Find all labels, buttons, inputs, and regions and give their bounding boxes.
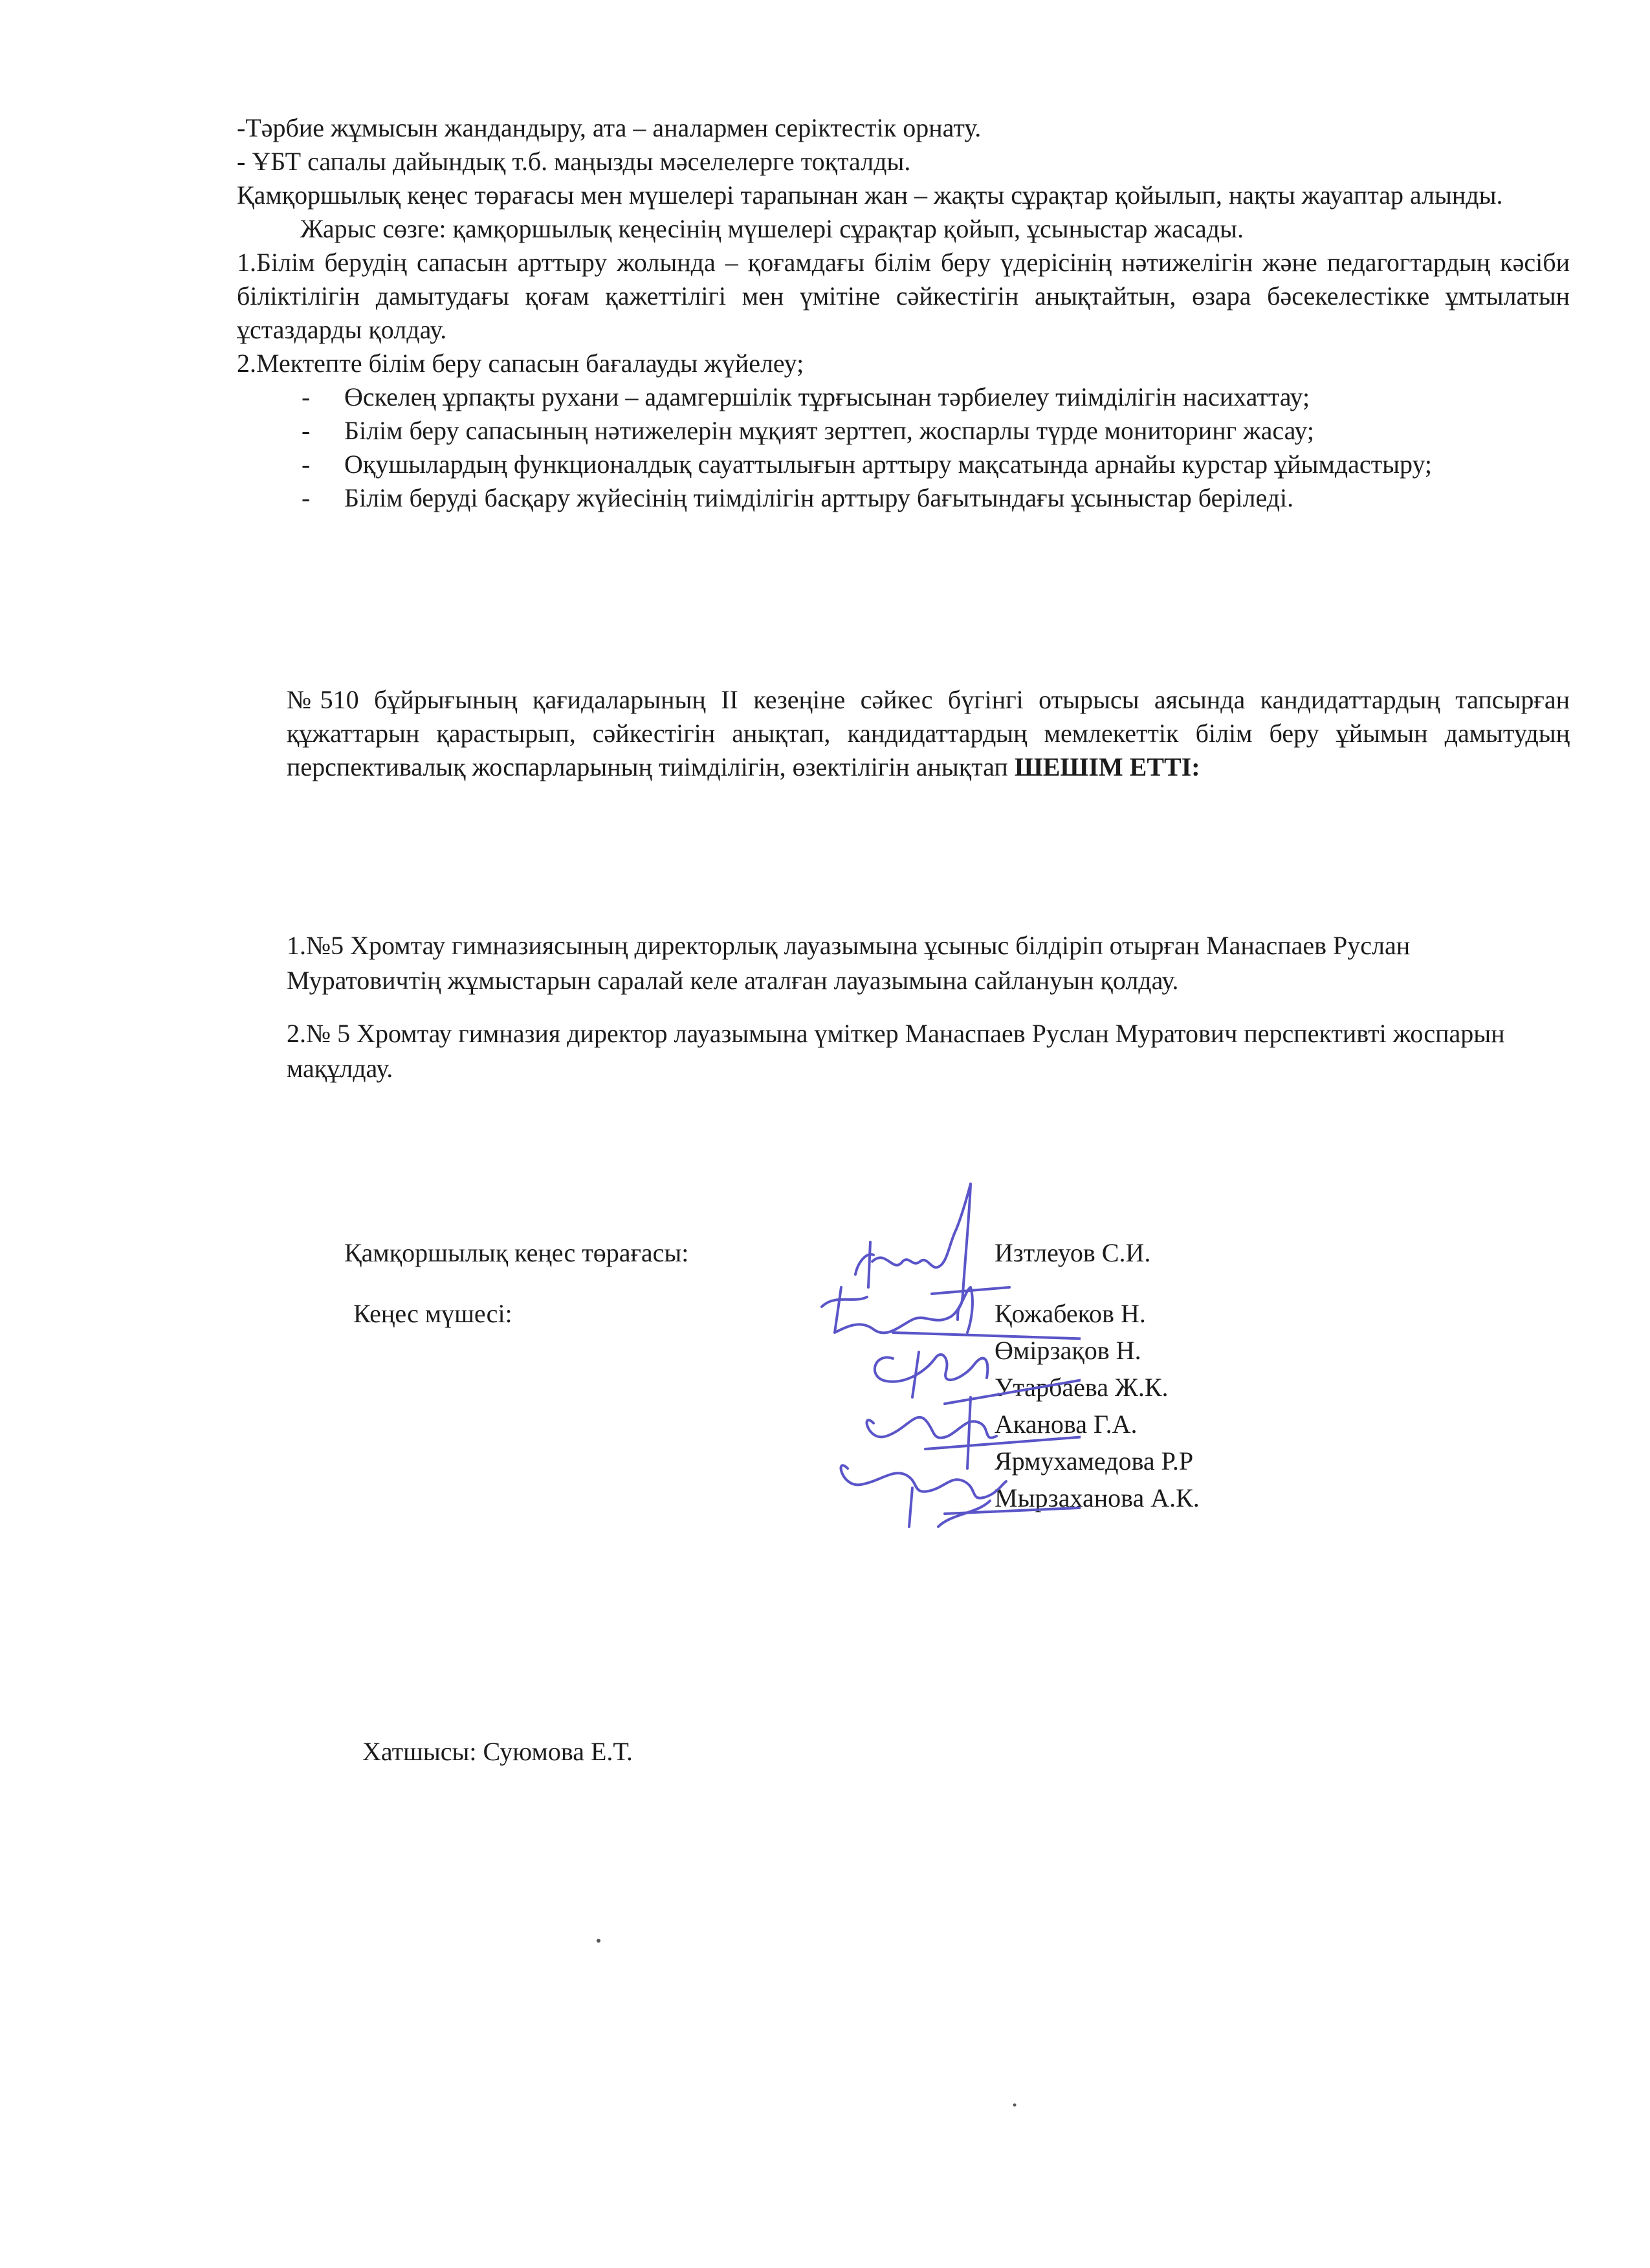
chair-label: Қамқоршылық кеңес төрағасы: xyxy=(344,1238,689,1267)
header-line-2: - ҰБТ сапалы дайындық т.б. маңызды мәселелерге тоқталды. xyxy=(237,147,911,176)
board-questions-paragraph: Қамқоршылық кеңес төрағасы мен мүшелері тарапынан жан – жақты сұрақтар қойылып, нақты жауаптар алынды. xyxy=(237,180,1503,210)
member-name: Аканова Г.А. xyxy=(995,1410,1138,1439)
bullet-marker: - xyxy=(302,382,311,411)
bullet-marker: - xyxy=(302,483,311,512)
decision-text: №510 бұйрығының қағидаларының ІІ кезеңіне сәйкес бүгінгі отырысы аясында кандидаттардың тапсырған құжаттарын қарастырып, сәйкестігін анықтап, кандидаттардың мемлекеттік білім беру ұйымын дамытудың перспективалық жоспарларының тиімділігін, өзектілігін анықтап xyxy=(287,685,1570,781)
member-name: Утарбаева Ж.К. xyxy=(995,1373,1169,1402)
header-line-1: -Тәрбие жұмысын жандандыру, ата – аналармен серіктестік орнату. xyxy=(237,113,982,142)
member-name: Мырзаханова А.К. xyxy=(995,1483,1200,1512)
bullet-marker: - xyxy=(302,450,311,479)
debate-intro-paragraph: Жарыс сөзге: қамқоршылық кеңесінің мүшелері сұрақтар қойып, ұсыныстар жасады. xyxy=(300,214,1244,243)
member-name: Қожабеков Н. xyxy=(995,1299,1146,1328)
member-name: Өмірзақов Н. xyxy=(995,1336,1141,1365)
bullet-marker: - xyxy=(302,416,311,445)
item-1-paragraph: 1.Білім берудің сапасын арттыру жолында – қоғамдағы білім беру үдерісінің нәтижелігін және педагогтардың кәсіби біліктілігін дамытудағы қоғам қажеттілігі мен үмітіне сәйкестігін анықтайтын, өзара бәсекелестікке ұмтылатын ұстаздарды қолдау. xyxy=(237,248,1570,344)
member-label: Кеңес мүшесі: xyxy=(353,1299,512,1328)
bullet-text: Білім беру сапасының нәтижелерін мұқият зерттеп, жоспарлы түрде мониторинг жасау; xyxy=(344,416,1314,445)
bullet-text: Білім беруді басқару жүйесінің тиімділігін арттыру бағытындағы ұсыныстар беріледі. xyxy=(344,483,1294,512)
decision-heading: ШЕШІМ ЕТТІ: xyxy=(1014,752,1200,781)
secretary-line: Хатшысы: Суюмова Е.Т. xyxy=(362,1737,633,1766)
bullet-text: Өскелең ұрпақты рухани – адамгершілік тұрғысынан тәрбиелеу тиімділігін насихаттау; xyxy=(344,382,1310,411)
bullet-text: Оқушылардың функционалдық сауаттылығын арттыру мақсатында арнайы курстар ұйымдастыру; xyxy=(344,450,1433,479)
resolution-2: 2.№ 5 Хромтау гимназия директор лауазымына үміткер Манаспаев Руслан Муратович перспективті жоспарын мақұлдау. xyxy=(287,1019,1505,1083)
chair-name: Изтлеуов С.И. xyxy=(995,1238,1151,1267)
member-name: Ярмухамедова Р.Р xyxy=(995,1446,1194,1476)
item-2-paragraph: 2.Мектепте білім беру сапасын бағалауды жүйелеу; xyxy=(237,349,804,378)
resolution-1: 1.№5 Хромтау гимназиясының директорлық лауазымына ұсыныс білдіріп отырған Манаспаев Руслан Муратовичтің жұмыстарын саралай келе аталған лауазымына сайлануын қолдау. xyxy=(287,931,1411,995)
